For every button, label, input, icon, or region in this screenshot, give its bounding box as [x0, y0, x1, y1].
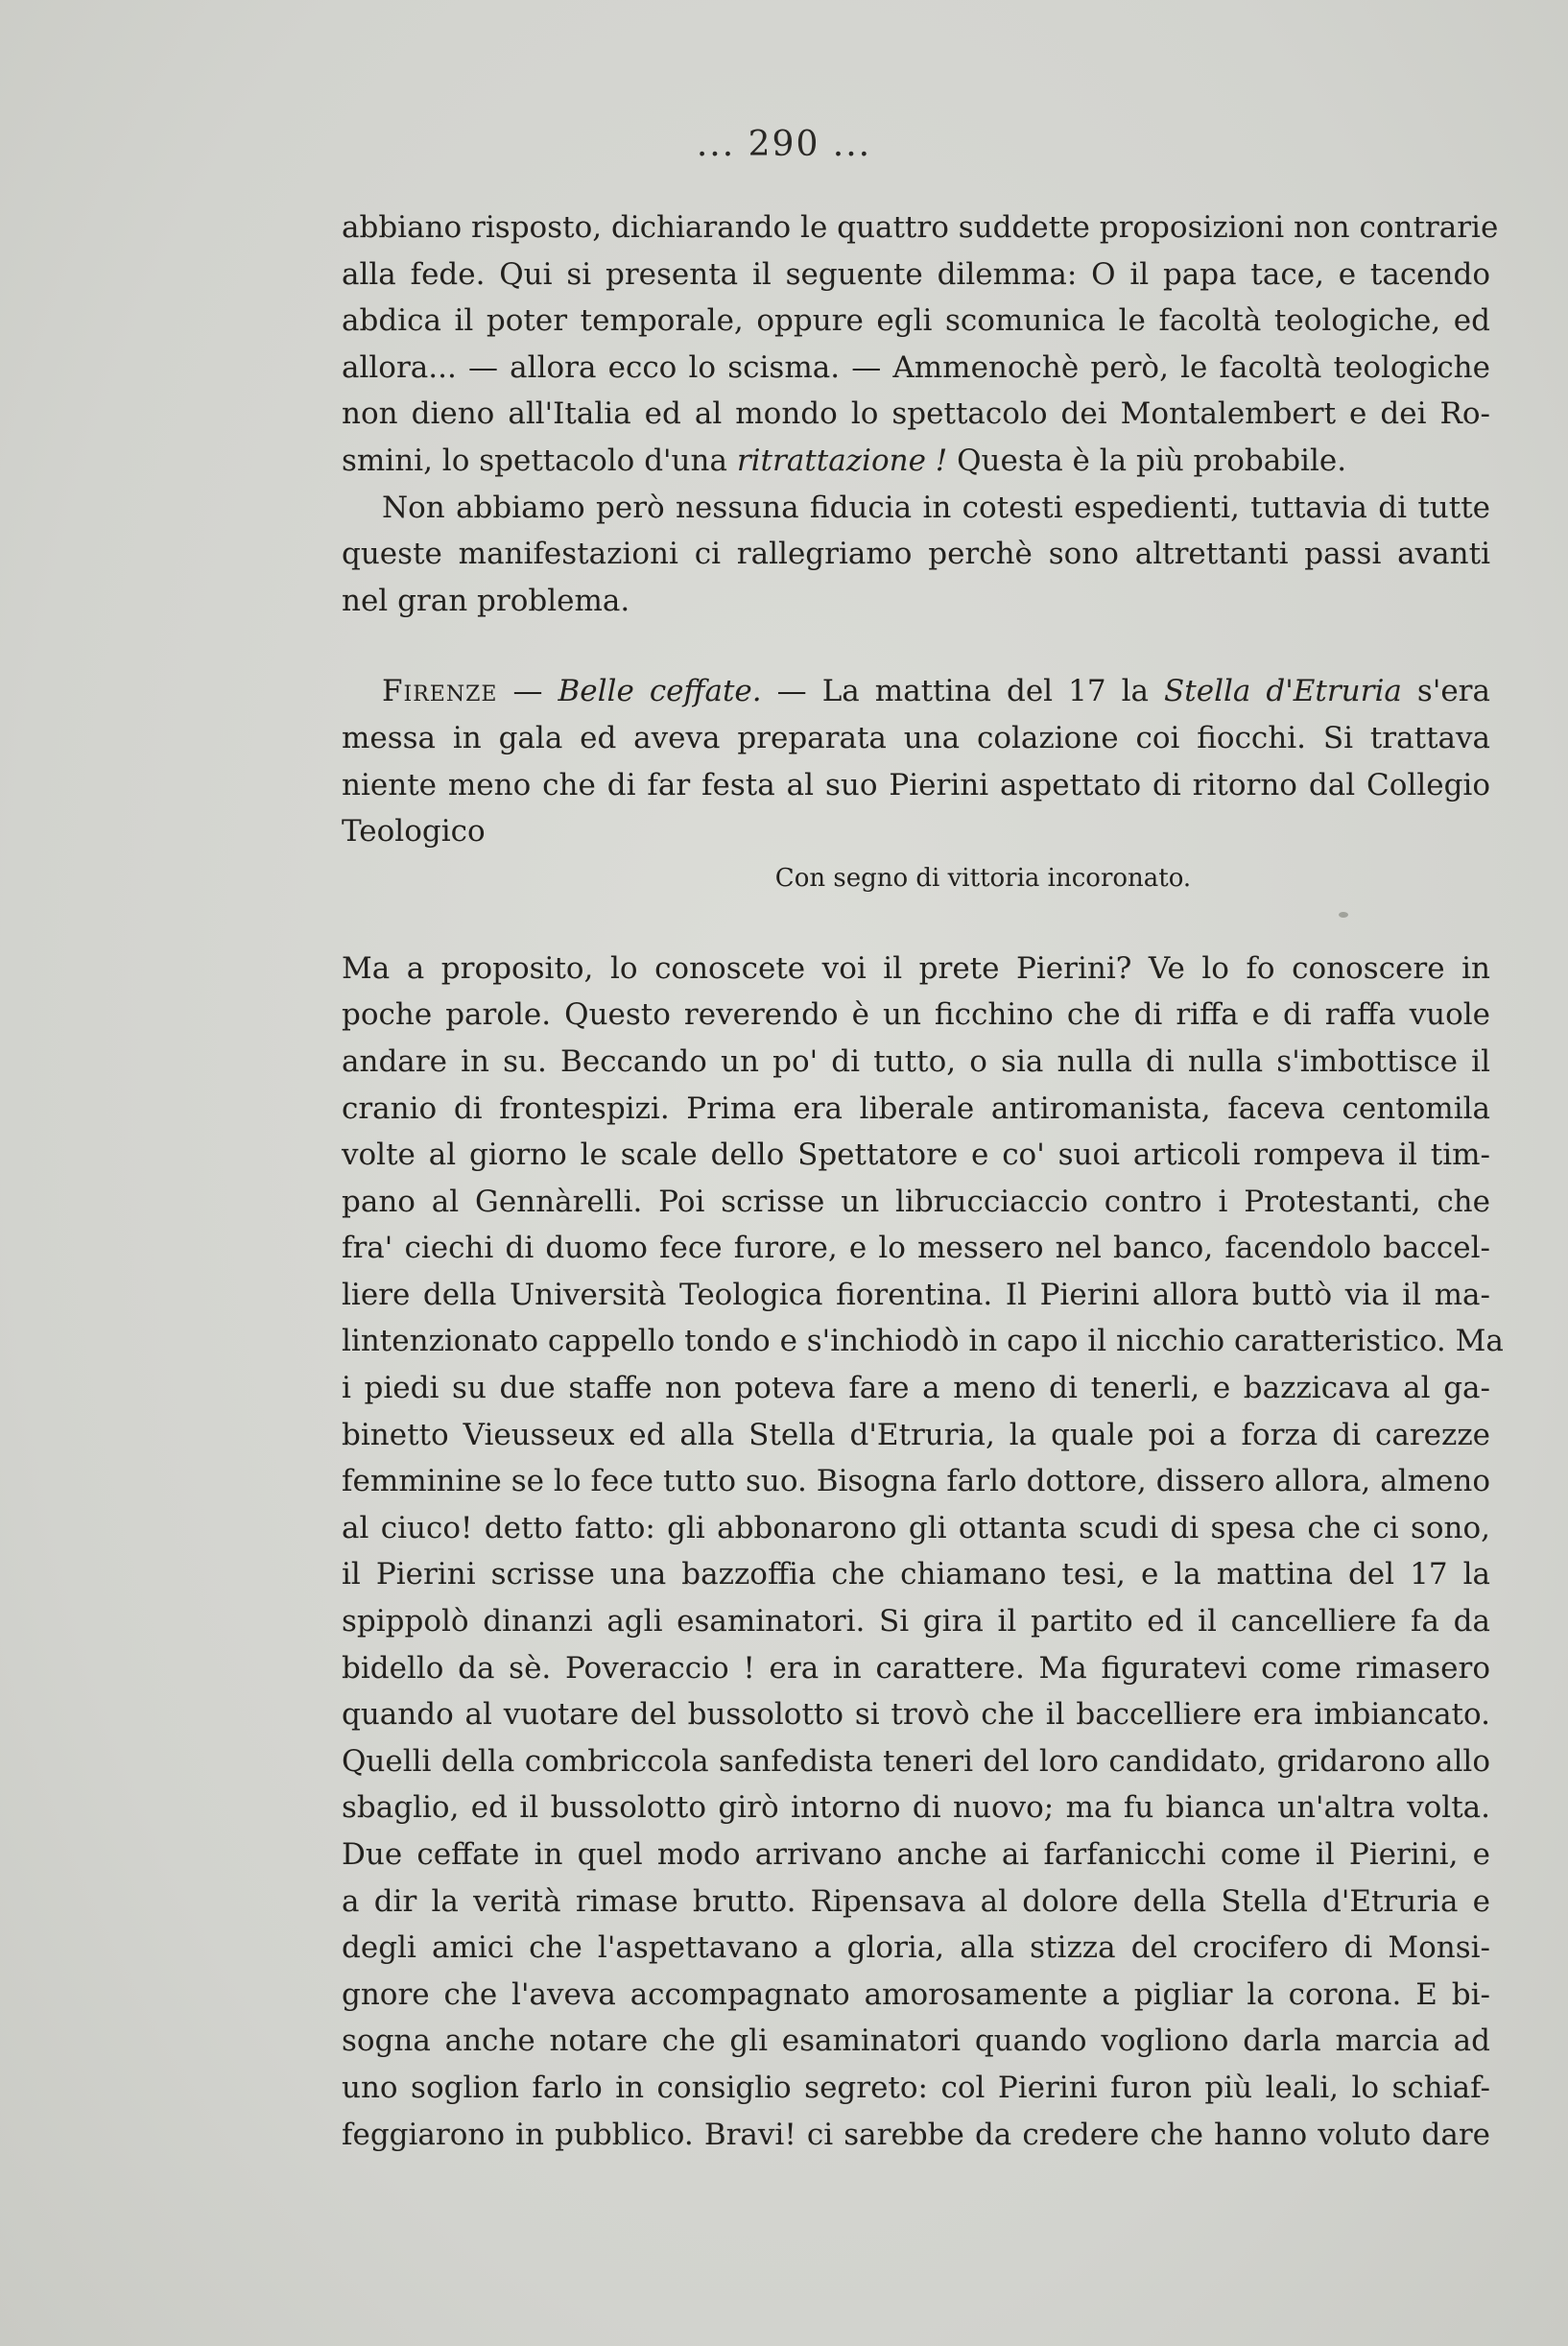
text-line: a dir la verità rimase brutto. Ripensava al dolore della Stella d'Etruria e	[342, 1883, 1490, 1919]
text-line: cranio di frontespizi. Prima era liberale antiromanista, faceva centomila	[342, 1090, 1490, 1126]
text-line: Teologico	[342, 814, 486, 850]
italic-text: ritrattazione !	[736, 443, 948, 478]
text-line: degli amici che l'aspettavano a gloria, alla stizza del crocifero di Monsi-	[342, 1930, 1490, 1966]
text-line: femminine se lo fece tutto suo. Bisogna farlo dottore, dissero allora, almeno	[342, 1464, 1490, 1499]
text-line: abbiano risposto, dichiarando le quattro suddette proposizioni non contrarie	[342, 210, 1499, 245]
place-heading: Firenze	[382, 674, 498, 709]
text-line: allora... — allora ecco lo scisma. — Ammenochè però, le facoltà teologiche	[342, 349, 1490, 385]
ink-speck	[1339, 912, 1348, 918]
text-line: volte al giorno le scale dello Spettatore e co' suoi articoli rompeva il tim-	[342, 1137, 1490, 1173]
text-line: Ma a proposito, lo conoscete voi il prete Pierini? Ve lo fo conoscere in	[342, 950, 1490, 986]
text-line: bidello da sè. Poveraccio ! era in carattere. Ma figuratevi come rimasero	[342, 1650, 1490, 1686]
text-line: abdica il poter temporale, oppure egli scomunica le facoltà teologiche, ed	[342, 303, 1490, 339]
text-line: andare in su. Beccando un po' di tutto, o sia nulla di nulla s'imbottisce il	[342, 1043, 1490, 1079]
section-spacer	[342, 901, 1490, 946]
text-run: smini, lo spettacolo d'una	[342, 443, 737, 478]
text-line: lintenzionato cappello tondo e s'inchiodò in capo il nicchio caratteristico. Ma	[342, 1324, 1504, 1359]
text-run: —	[497, 674, 558, 709]
text-run: s'era	[1401, 674, 1490, 709]
text-line: Non abbiamo però nessuna fiducia in cotesti espedienti, tuttavia di tutte	[382, 490, 1490, 525]
text-line: queste manifestazioni ci rallegriamo perchè sono altrettanti passi avanti	[342, 537, 1490, 572]
text-line: Due ceffate in quel modo arrivano anche ai farfanicchi come il Pierini, e	[342, 1837, 1490, 1872]
text-line: Quelli della combriccola sanfedista teneri del loro candidato, gridarono allo	[342, 1743, 1490, 1779]
text-line: al ciuco! detto fatto: gli abbonarono gli ottanta scudi di spesa che ci sono,	[342, 1510, 1490, 1545]
text-line: sbaglio, ed il bussolotto girò intorno di nuovo; ma fu bianca un'altra volta.	[342, 1790, 1490, 1826]
text-line: sogna anche notare che gli esaminatori quando vogliono darla marcia ad	[342, 2023, 1490, 2059]
text-line: il Pierini scrisse una bazzoffia che chiamano tesi, e la mattina del 17 la	[342, 1557, 1490, 1592]
text-line: gnore che l'aveva accompagnato amorosamente a pigliar la corona. E bi-	[342, 1976, 1490, 2012]
paragraph-4	[342, 946, 1504, 2158]
text-run: Questa è la più probabile.	[947, 443, 1347, 478]
text-line: binetto Vieusseux ed alla Stella d'Etruria, la quale poi a forza di carezze	[342, 1417, 1490, 1452]
text-line: feggiarono in pubblico. Bravi! ci sarebbe da credere che hanno voluto dare	[342, 2117, 1490, 2152]
text-line: messa in gala ed aveva preparata una colazione coi fiocchi. Si trattava	[342, 720, 1490, 755]
text-block	[342, 204, 1504, 2158]
text-line: quando al vuotare del bussolotto si trovò che il baccelliere era imbiancato.	[342, 1697, 1490, 1733]
text-line: poche parole. Questo reverendo è un ficchino che di riffa e di raffa vuole	[342, 997, 1490, 1033]
section-spacer	[342, 624, 1490, 668]
verse-quote: Con segno di vittoria incoronato.	[774, 863, 1192, 893]
text-line: spippolò dinanzi agli esaminatori. Si gira il partito ed il cancelliere fa da	[342, 1604, 1490, 1640]
text-line: pano al Gennàrelli. Poi scrisse un librucciaccio contro i Protestanti, che	[342, 1184, 1490, 1219]
text-line	[342, 438, 1490, 485]
paragraph-2	[342, 485, 1490, 625]
page-number: ... 290 ...	[696, 125, 872, 164]
text-line: nel gran problema.	[342, 583, 630, 618]
text-run: — La mattina del 17 la	[761, 674, 1165, 709]
section-heading-line	[342, 668, 1490, 715]
text-line: alla fede. Qui si presenta il seguente dilemma: O il papa tace, e tacendo	[342, 256, 1490, 292]
text-line: niente meno che di far festa al suo Pierini aspettato di ritorno dal Collegio	[342, 767, 1490, 802]
text-line: uno soglion farlo in consiglio segreto: col Pierini furon più leali, lo schiaf-	[342, 2070, 1490, 2105]
text-line: liere della Università Teologica fiorentina. Il Pierini allora buttò via il ma-	[342, 1277, 1490, 1312]
text-line: fra' ciechi di duomo fece furore, e lo messero nel banco, facendolo baccel-	[342, 1231, 1490, 1266]
text-line: non dieno all'Italia ed al mondo lo spettacolo dei Montalembert e dei Ro-	[342, 396, 1490, 432]
paragraph-3	[342, 668, 1490, 854]
paragraph-1	[342, 204, 1499, 485]
journal-name: Stella d'Etruria	[1164, 674, 1402, 709]
section-title: Belle ceffate.	[558, 674, 762, 709]
text-line: i piedi su due staffe non poteva fare a meno di tenerli, e bazzicava al ga-	[342, 1371, 1490, 1406]
